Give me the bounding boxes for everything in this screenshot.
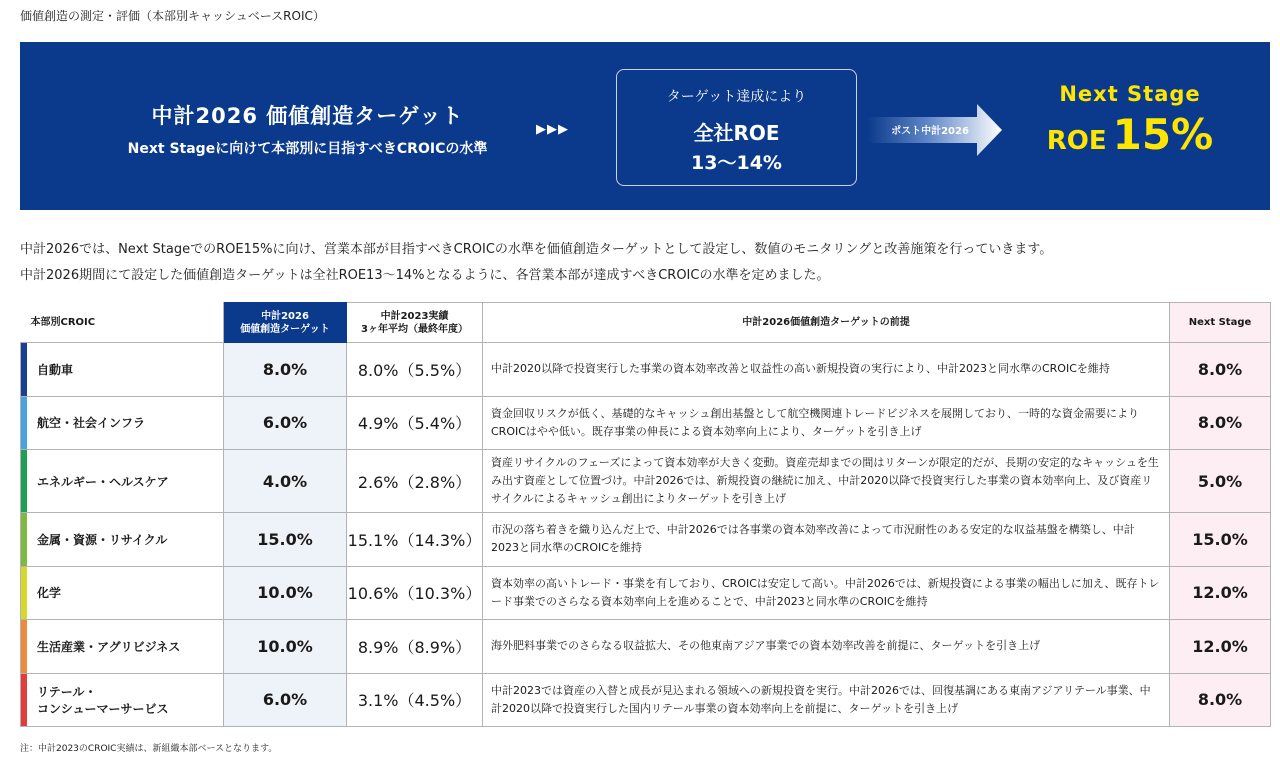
premise-cell: 資産リサイクルのフェーズによって資本効率が大きく変動。資産売却までの間はリターンが限定的だが、長期の安定的なキャッシュを生み出す資産として位置づけ。中計2026では、新規投資の継続に加え、中計2020以降で投資実行した事業の資本効率向上、及び資産リサイクルによるキャッシュ創出によりターゲットを引き上げ (483, 450, 1170, 513)
banner-subtitle: Next Stageに向けて本部別に目指すべきCROICの水準 (127, 141, 488, 157)
table-row (21, 396, 1271, 450)
post-plan-arrow (867, 104, 1002, 156)
header-target (224, 303, 347, 343)
actual-cell: 2.6%（2.8%） (347, 450, 483, 513)
division-cell (21, 450, 224, 513)
target-cell: 10.0% (224, 620, 347, 674)
header-division: 本部別CROIC (21, 303, 224, 343)
next-stage-cell: 8.0% (1170, 673, 1271, 727)
table-row (21, 513, 1271, 567)
description-line-2: 中計2026期間にて設定した価値創造ターゲットは全社ROE13〜14%となるように、各営業本部が達成すべきCROICの水準を定めました。 (20, 268, 830, 283)
next-stage-roe-label: ROE (1046, 126, 1107, 156)
next-stage-cell: 12.0% (1170, 620, 1271, 674)
division-cell (21, 396, 224, 450)
division-cell (21, 673, 224, 727)
next-stage-cell: 8.0% (1170, 396, 1271, 450)
premise-cell: 資金回収リスクが低く、基礎的なキャッシュ創出基盤として航空機関連トレードビジネスを展開しており、一時的な資金需要によりCROICはやや低い。既存事業の伸長による資本効率向上により、ターゲットを引き上げ (483, 396, 1170, 450)
division-name: 金属・資源・リサイクル (37, 532, 168, 547)
header-actual-line-2: 3ヶ年平均（最終年度） (361, 323, 468, 335)
actual-cell: 8.0%（5.5%） (347, 343, 483, 397)
division-name: 生活産業・アグリビジネス (37, 639, 181, 654)
target-cell: 6.0% (224, 396, 347, 450)
premise-cell: 中計2020以降で投資実行した事業の資本効率改善と収益性の高い新規投資の実行により、中計2023と同水準のCROICを維持 (483, 343, 1170, 397)
division-cell (21, 566, 224, 620)
division-color-bar (21, 674, 27, 727)
croic-table (20, 302, 1271, 727)
actual-cell: 10.6%（10.3%） (347, 566, 483, 620)
triple-arrow-icon: ▶▶▶ (536, 122, 569, 137)
footnote: 注：中計2023のCROIC実績は、新組織本部ベースとなります。 (20, 744, 278, 754)
next-stage-cell: 15.0% (1170, 513, 1271, 567)
table-row (21, 343, 1271, 397)
header-actual-line-1: 中計2023実績 (380, 310, 449, 322)
page-title: 価値創造の測定・評価（本部別キャッシュベースROIC） (20, 9, 325, 23)
actual-cell: 4.9%（5.4%） (347, 396, 483, 450)
division-color-bar (21, 397, 27, 450)
post-plan-label: ポスト中計2026 (891, 126, 969, 137)
premise-cell: 資本効率の高いトレード・事業を有しており、CROICは安定して高い。中計2026では、新規投資による事業の幅出しに加え、既存トレード事業でのさらなる資本効率向上を進めることで、中計2023と同水準のCROICを維持 (483, 566, 1170, 620)
header-next-stage: Next Stage (1170, 303, 1271, 343)
division-color-bar (21, 567, 27, 620)
next-stage-cell: 8.0% (1170, 343, 1271, 397)
premise-cell: 市況の落ち着きを織り込んだ上で、中計2026では各事業の資本効率改善によって市況耐性のある安定的な収益基盤を構築し、中計2023と同水準のCROICを維持 (483, 513, 1170, 567)
next-stage-title: Next Stage (1059, 82, 1201, 106)
table-row (21, 620, 1271, 674)
target-box-roe-range: 13〜14% (691, 152, 782, 174)
target-box-roe-label: 全社ROE (693, 121, 780, 145)
target-box-caption: ターゲット達成により (666, 89, 807, 105)
target-cell: 8.0% (224, 343, 347, 397)
actual-cell: 15.1%（14.3%） (347, 513, 483, 567)
target-cell: 4.0% (224, 450, 347, 513)
actual-cell: 3.1%（4.5%） (347, 673, 483, 727)
value-creation-banner (20, 42, 1270, 210)
next-stage-cell: 5.0% (1170, 450, 1271, 513)
header-target-line-1: 中計2026 (261, 310, 309, 322)
target-cell: 10.0% (224, 566, 347, 620)
table-row (21, 566, 1271, 620)
table-row (21, 673, 1271, 727)
next-stage-goal (1020, 82, 1240, 159)
division-color-bar (21, 343, 27, 396)
table-row (21, 450, 1271, 513)
division-color-bar (21, 513, 27, 566)
actual-cell: 8.9%（8.9%） (347, 620, 483, 674)
division-cell (21, 620, 224, 674)
division-name: エネルギー・ヘルスケア (37, 474, 169, 489)
division-name: 化学 (37, 586, 62, 601)
next-stage-cell: 12.0% (1170, 566, 1271, 620)
table-header-row (21, 303, 1271, 343)
target-cell: 6.0% (224, 673, 347, 727)
banner-heading (20, 42, 595, 210)
division-color-bar (21, 620, 27, 673)
description-line-1: 中計2026では、Next StageでのROE15%に向け、営業本部が目指すべきCROICの水準を価値創造ターゲットとして設定し、数値のモニタリングと改善施策を行っていきます。 (20, 242, 1053, 257)
division-cell (21, 343, 224, 397)
target-cell: 15.0% (224, 513, 347, 567)
division-name-line-1: リテール・ (37, 684, 97, 699)
target-box (616, 69, 857, 186)
division-name: 自動車 (37, 362, 74, 377)
division-name: 航空・社会インフラ (37, 416, 146, 431)
premise-cell: 中計2023では資産の入替と成長が見込まれる領域への新規投資を実行。中計2026では、回復基調にある東南アジアリテール事業、中計2020以降で投資実行した国内リテール事業の資本効率向上を前提に、ターゲットを引き上げ (483, 673, 1170, 727)
division-cell (21, 513, 224, 567)
next-stage-roe (1020, 110, 1240, 159)
division-name-line-2: コンシューマーサービス (37, 701, 169, 716)
banner-title: 中計2026 価値創造ターゲット (151, 104, 464, 128)
division-color-bar (21, 450, 27, 512)
premise-cell: 海外肥料事業でのさらなる収益拡大、その他東南アジア事業での資本効率改善を前提に、ターゲットを引き上げ (483, 620, 1170, 674)
header-premise: 中計2026価値創造ターゲットの前提 (483, 303, 1170, 343)
header-target-line-2: 価値創造ターゲット (240, 323, 330, 335)
header-actual (347, 303, 483, 343)
next-stage-roe-value: 15% (1112, 110, 1214, 159)
